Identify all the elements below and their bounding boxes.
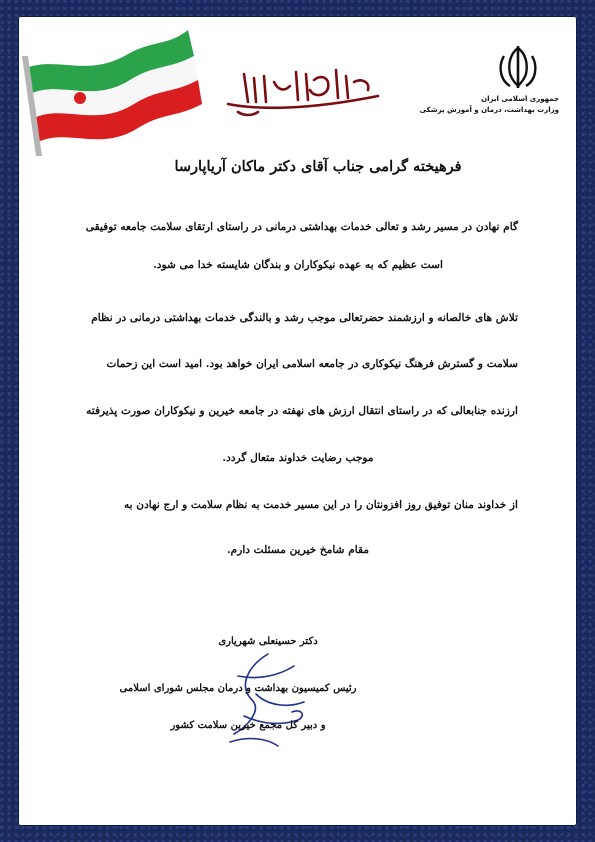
body-line-4: سلامت و گسترش فرهنگ نیکوکاری در جامعه اسلامی ایران خواهد بود. امید است این زحمات xyxy=(106,358,518,370)
bismillah-calligraphy xyxy=(218,60,388,120)
certificate-paper xyxy=(18,16,577,826)
body-line-6: موجب رضایت خداوند متعال گردد. xyxy=(222,452,374,464)
body-line-7: از خداوند منان توفیق روز افزونتان را در این مسیر خدمت به نظام سلامت و ارج نهادن به xyxy=(123,499,518,511)
handwritten-signature xyxy=(208,646,318,756)
body-line-1: گام نهادن در مسیر رشد و تعالی خدمات بهداشتی درمانی در راستای ارتقای سلامت جامعه توفیقی xyxy=(85,221,518,233)
ministry-line-country: جمهوری اسلامی ایران xyxy=(481,95,559,103)
body-line-8: مقام شامخ خیرین مسئلت دارم. xyxy=(226,544,370,556)
body-line-3: تلاش های خالصانه و ارزشمند حضرتعالی موجب رشد و بالندگی خدمات بهداشتی درمانی در نظام xyxy=(91,312,518,324)
ministry-header xyxy=(419,94,559,116)
signer-name: دکتر حسینعلی شهریاری xyxy=(218,636,318,647)
signer-position-2: و دبیر کل مجمع خیرین سلامت کشور xyxy=(170,720,326,731)
body-line-5: ارزنده جنابعالی که در راستای انتقال ارزش های نهفته در جامعه خیرین و نیکوکاران صورت پذیرفته xyxy=(86,405,518,417)
body-line-2: است عظیم که به عهده نیکوکاران و بندگان شایسته خدا می شود. xyxy=(153,259,443,271)
signer-position-1: رئیس کمیسیون بهداشت و درمان مجلس شورای اسلامی xyxy=(119,683,357,694)
ministry-line-name: وزارت بهداشت، درمان و آموزش پزشکی xyxy=(419,106,559,114)
bismillah-text: بسم الله الرحمن الرحیم xyxy=(282,114,324,119)
iran-emblem-icon xyxy=(496,44,540,90)
iran-flag-icon xyxy=(18,16,218,156)
letter-title: فرهیخته گرامی جناب آقای دکتر ماکان آریاپارسا xyxy=(174,158,462,175)
